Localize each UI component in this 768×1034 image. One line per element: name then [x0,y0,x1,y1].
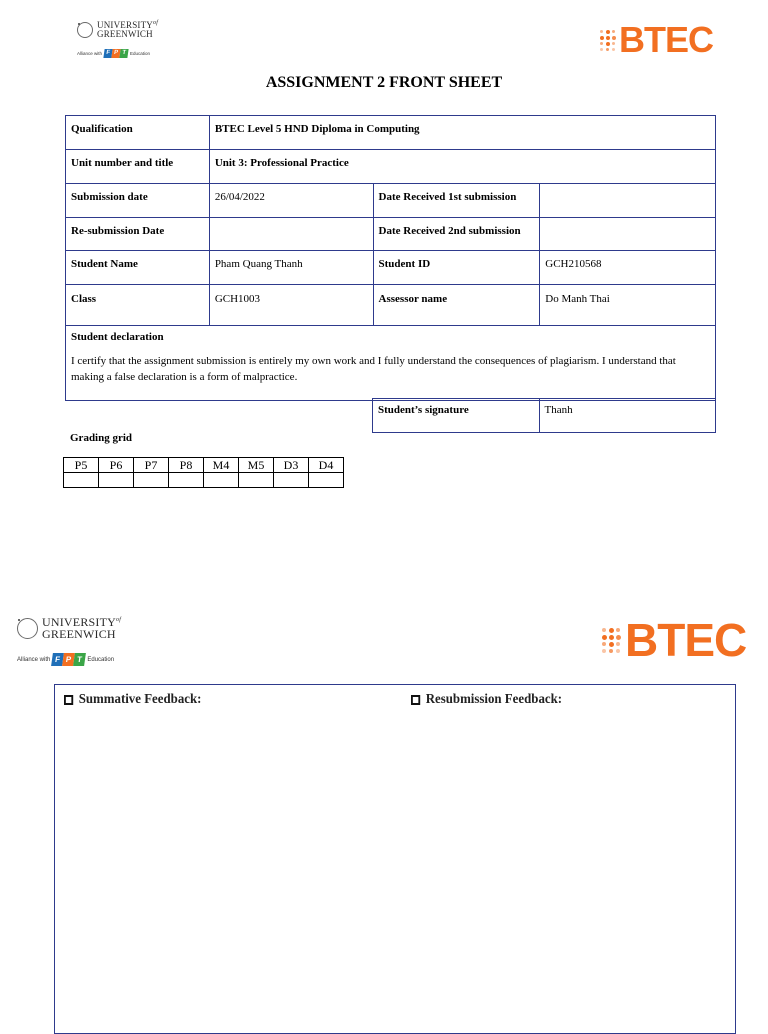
qualification-label: Qualification [66,116,210,150]
qualification-value: BTEC Level 5 HND Diploma in Computing [209,116,715,150]
student-name-value: Pham Quang Thanh [209,251,373,285]
university-name: $UNIVERSITY^{of}$ GREENWICH [97,20,159,39]
university-logo-page2 [17,616,121,640]
university-crest-icon [77,22,93,38]
criterion-p6: P6 [99,458,134,473]
page-title: ASSIGNMENT 2 FRONT SHEET [265,74,503,91]
university-logo [77,20,158,39]
criterion-m5: M5 [239,458,274,473]
table-row [66,326,716,401]
grading-criteria-row [64,458,344,473]
table-row [66,251,716,285]
criterion-p5: P5 [64,458,99,473]
alliance-line: Alliance with F P T Education [77,50,151,56]
date-received-2-value [540,218,716,251]
feedback-box [54,684,736,1034]
resubmission-date-value [209,218,373,251]
btec-logo-page2: BTEC [602,617,746,663]
student-id-value: GCH210568 [540,251,716,285]
grade-cell[interactable] [134,473,169,488]
grade-cell[interactable] [204,473,239,488]
table-row [66,116,716,150]
criterion-d3: D3 [274,458,309,473]
signature-value: Thanh [539,399,715,433]
assessor-label: Assessor name [373,285,540,326]
resubmission-date-label: Re-submission Date [66,218,210,251]
resubmission-feedback-heading: Resubmission Feedback: [411,692,562,708]
fpt-logo: F P T [104,49,128,58]
criterion-m4: M4 [204,458,239,473]
date-received-1-value [540,184,716,218]
grade-cell[interactable] [239,473,274,488]
btec-logo: BTEC [600,22,713,58]
university-crest-icon [17,618,38,639]
submission-date-label: Submission date [66,184,210,218]
grade-cell[interactable] [99,473,134,488]
criterion-p8: P8 [169,458,204,473]
unit-label: Unit number and title [66,150,210,184]
signature-table [372,398,716,433]
checkbox-icon[interactable] [64,695,73,705]
date-received-2-label: Date Received 2nd submission [373,218,540,251]
table-row [66,184,716,218]
class-value: GCH1003 [209,285,373,326]
grading-values-row [64,473,344,488]
grading-grid [63,457,344,488]
grade-cell[interactable] [169,473,204,488]
grading-grid-label: Grading grid [70,432,133,444]
btec-dots-icon [602,628,621,653]
declaration-cell [66,326,716,401]
criterion-p7: P7 [134,458,169,473]
checkbox-icon[interactable] [411,695,420,705]
table-row [66,285,716,326]
grade-cell[interactable] [64,473,99,488]
date-received-1-label: Date Received 1st submission [373,184,540,218]
table-row [373,399,716,433]
grade-cell[interactable] [274,473,309,488]
table-row [66,150,716,184]
summative-feedback-heading: Summative Feedback: [64,692,201,708]
fpt-logo: F P T [52,653,85,666]
class-label: Class [66,285,210,326]
table-row [66,218,716,251]
student-id-label: Student ID [373,251,540,285]
alliance-line: Alliance with F P T Education [17,655,115,664]
declaration-text: I certify that the assignment submission is entirely my own work and I fully understand the consequences of plagiarism. I understand that making a false declaration is a form of malpractice. [71,355,676,383]
student-name-label: Student Name [66,251,210,285]
front-sheet-table [65,115,716,401]
assessor-value: Do Manh Thai [540,285,716,326]
unit-value: Unit 3: Professional Practice [209,150,715,184]
declaration-heading: Student declaration [71,331,164,343]
signature-label: Student’s signature [373,399,540,433]
criterion-d4: D4 [309,458,344,473]
grade-cell[interactable] [309,473,344,488]
btec-dots-icon [600,30,616,51]
university-name: $UNIVERSITY^{of}$ GREENWICH [42,615,122,641]
submission-date-value: 26/04/2022 [209,184,373,218]
